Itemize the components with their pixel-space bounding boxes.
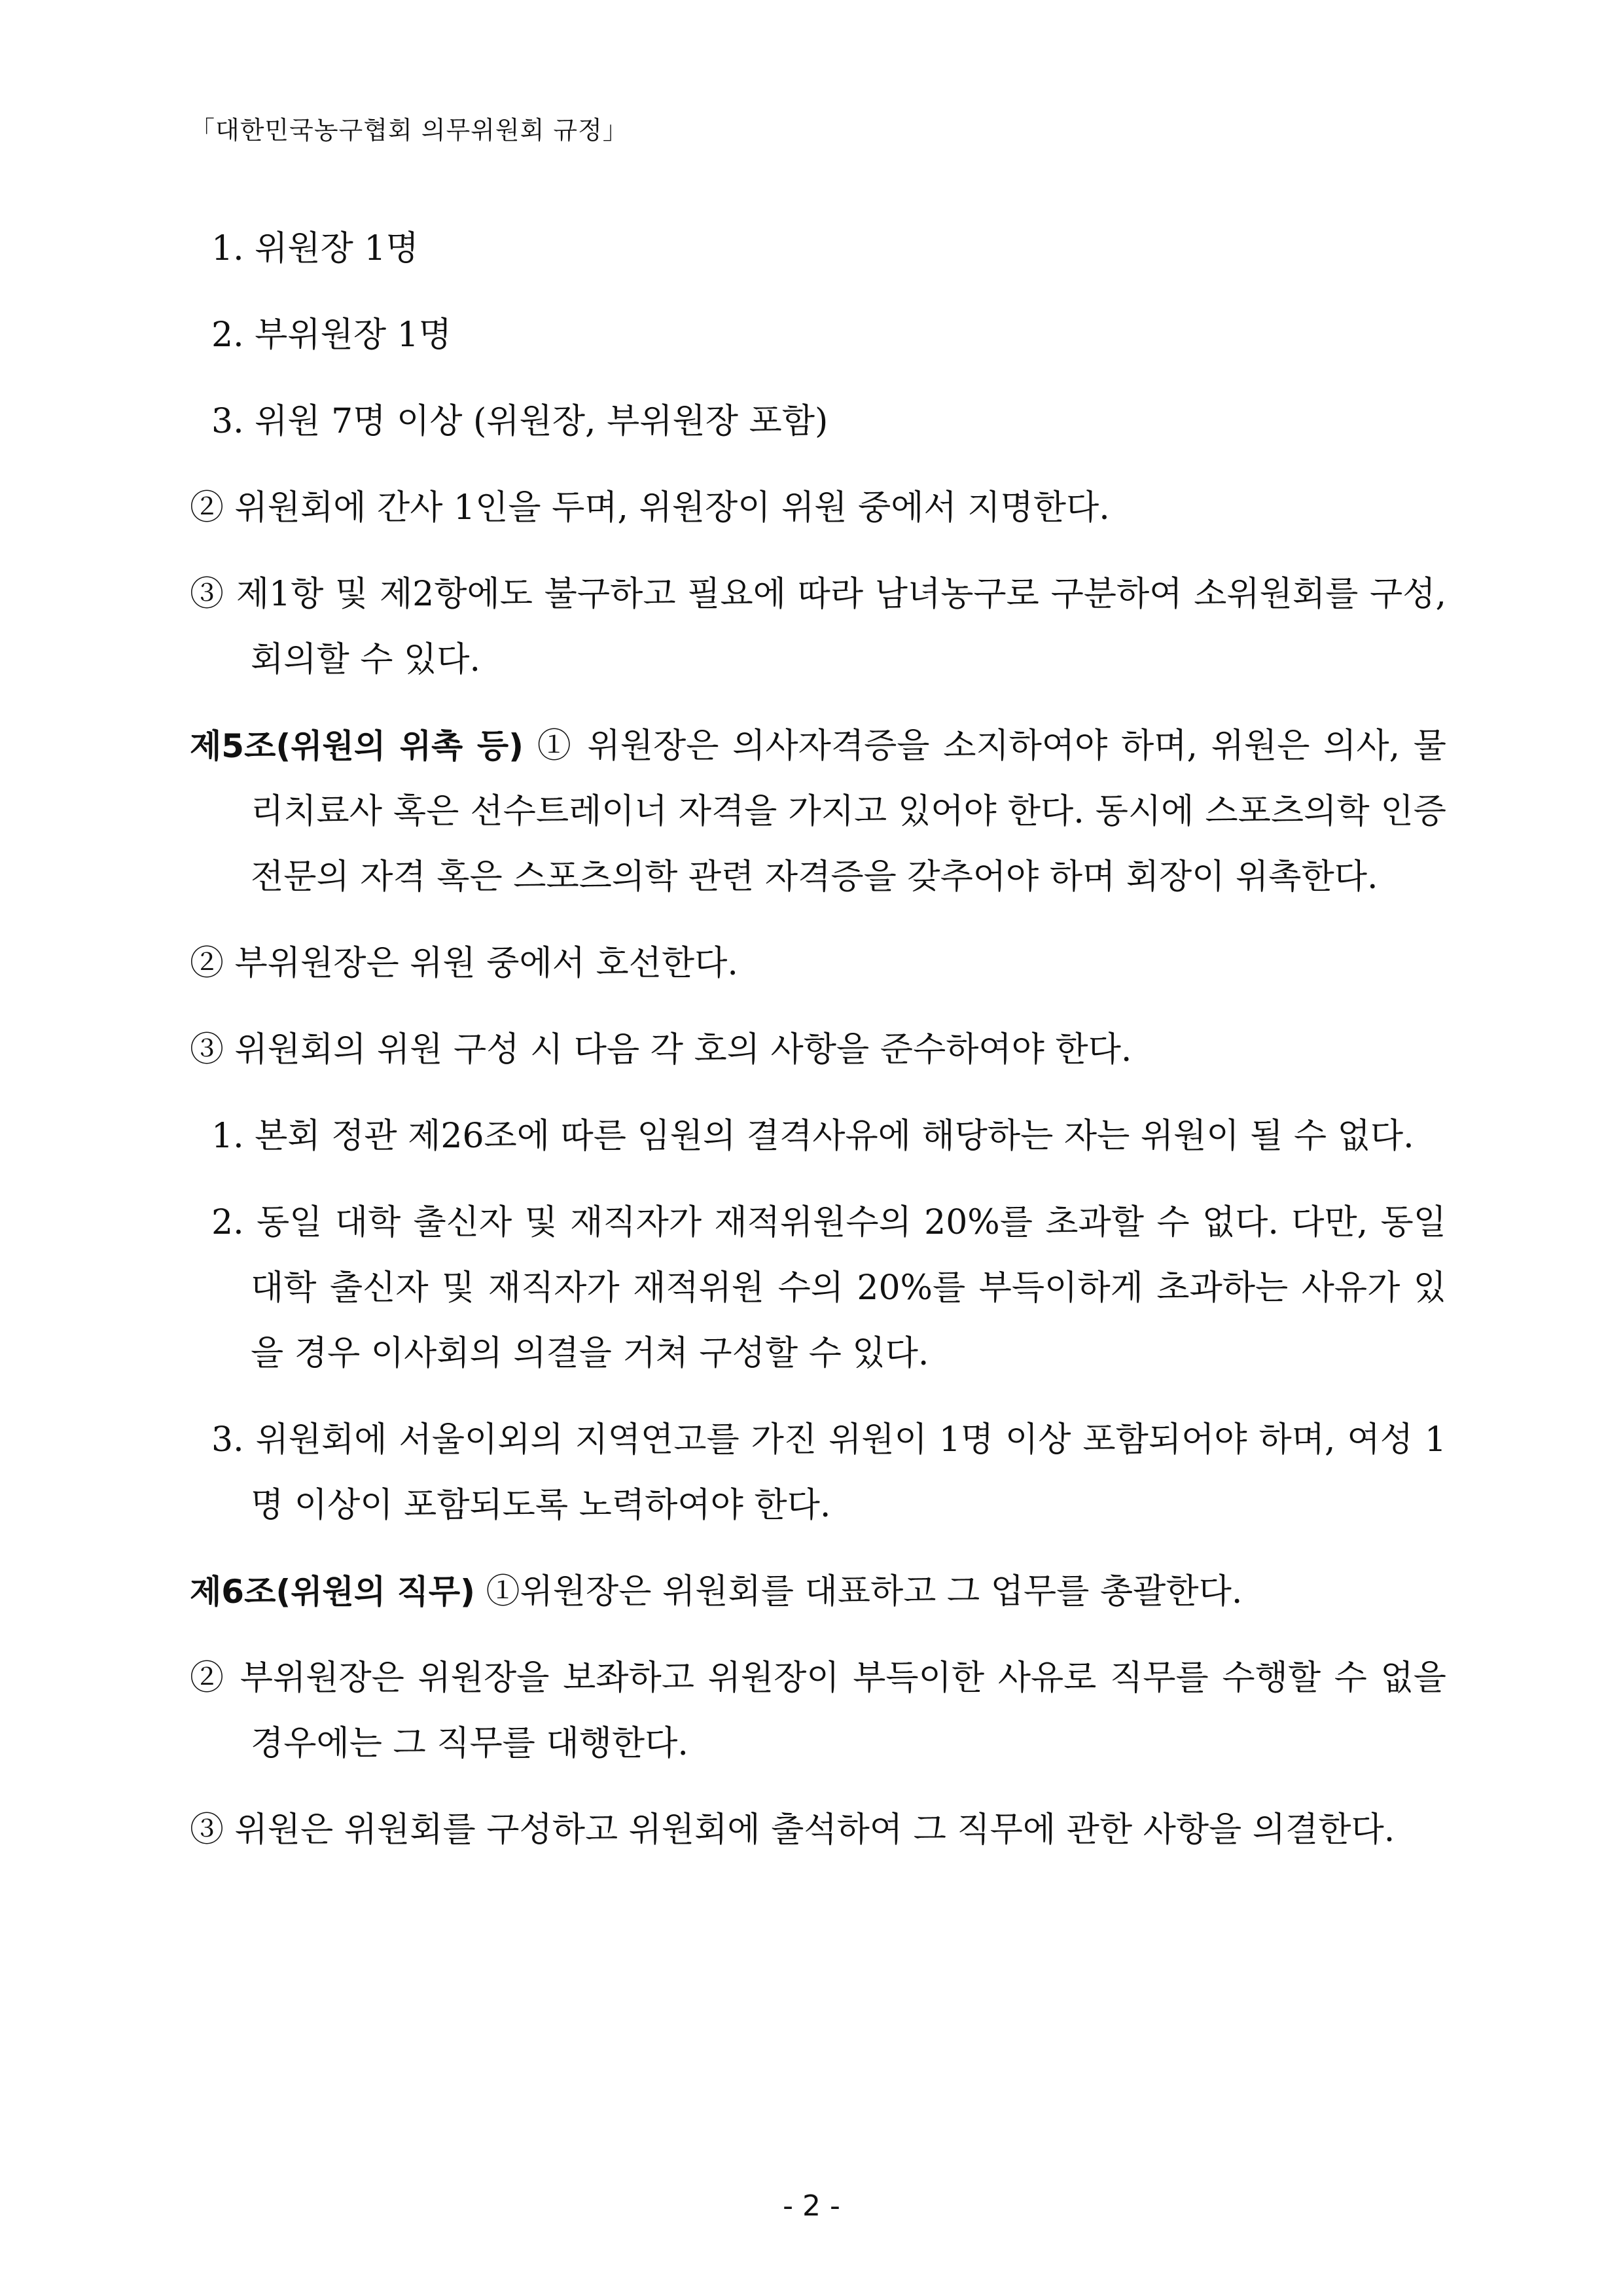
paragraph-text: 부위원장은 위원 중에서 호선한다.: [234, 944, 738, 983]
art5-paragraph-3: [190, 1017, 1446, 1083]
paragraph-number: ①: [486, 1572, 520, 1611]
article-5: [190, 713, 1446, 910]
article-6-title: 제6조(위원의 직무): [190, 1573, 476, 1611]
document-header: 「대한민국농구협회 의무위원회 규정」: [190, 116, 628, 145]
paragraph-number: ②: [190, 488, 224, 528]
paragraph-text: 위원은 위원회를 구성하고 위원회에 출석하여 그 직무에 관한 사항을 의결한다.: [234, 1810, 1395, 1850]
item-text: 동일 대학 출신자 및 재직자가 재적위원수의 20%를 초과할 수 없다. 다만, 동일대학 출신자 및 재직자가 재적위원 수의 20%를 부득이하게 초과하는 사유가 있을 경우 이사회의 의결을 거쳐 구성할 수 있다.: [251, 1203, 1446, 1373]
paragraph-number: ③: [190, 1030, 224, 1069]
paragraph-text: 위원회에 간사 1인을 두며, 위원장이 위원 중에서 지명한다.: [234, 488, 1110, 528]
item-text: 본회 정관 제26조에 따른 임원의 결격사유에 해당하는 자는 위원이 될 수 없다.: [255, 1117, 1414, 1156]
member-item-2: [190, 302, 1446, 368]
member-item-3: [190, 389, 1446, 454]
art6-paragraph-3: [190, 1797, 1446, 1863]
art5-item-2: [190, 1190, 1446, 1386]
member-item-1: [190, 216, 1446, 281]
item-number: 2.: [211, 315, 244, 355]
item-text: 위원회에 서울이외의 지역연고를 가진 위원이 1명 이상 포함되어야 하며, 여성 1명 이상이 포함되도록 노력하여야 한다.: [251, 1420, 1446, 1525]
art5-paragraph-2: [190, 931, 1446, 996]
art4-paragraph-2: [190, 475, 1446, 541]
article-6: [190, 1559, 1446, 1624]
item-number: 1.: [211, 1117, 244, 1156]
paragraph-number: ①: [537, 726, 574, 766]
item-number: 1.: [211, 229, 244, 268]
item-text: 부위원장 1명: [255, 315, 452, 355]
paragraph-text: 위원장은 위원회를 대표하고 그 업무를 총괄한다.: [520, 1572, 1243, 1611]
item-number: 3.: [211, 402, 244, 441]
paragraph-number: ②: [190, 944, 224, 983]
paragraph-number: ③: [190, 575, 225, 614]
item-number: 2.: [211, 1203, 244, 1242]
paragraph-number: ③: [190, 1810, 224, 1850]
art5-item-3: [190, 1407, 1446, 1538]
paragraph-text: 위원회의 위원 구성 시 다음 각 호의 사항을 준수하여야 한다.: [234, 1030, 1132, 1069]
regulation-body: [190, 216, 1446, 1884]
art5-item-1: [190, 1103, 1446, 1169]
paragraph-text: 위원장은 의사자격증을 소지하여야 하며, 위원은 의사, 물리치료사 혹은 선수트레이너 자격을 가지고 있어야 한다. 동시에 스포츠의학 인증전문의 자격 혹은 스포츠의학 관련 자격증을 갖추어야 하며 회장이 위촉한다.: [251, 726, 1447, 897]
paragraph-number: ②: [190, 1659, 227, 1698]
item-number: 3.: [211, 1420, 244, 1460]
item-text: 위원장 1명: [255, 229, 419, 268]
art4-paragraph-3: [190, 562, 1446, 692]
page-number: - 2 -: [783, 2189, 840, 2223]
art6-paragraph-2: [190, 1645, 1446, 1776]
paragraph-text: 부위원장은 위원장을 보좌하고 위원장이 부득이한 사유로 직무를 수행할 수 없을 경우에는 그 직무를 대행한다.: [240, 1659, 1446, 1763]
paragraph-text: 제1항 및 제2항에도 불구하고 필요에 따라 남녀농구로 구분하여 소위원회를 구성, 회의할 수 있다.: [236, 575, 1446, 679]
article-5-title: 제5조(위원의 위촉 등): [190, 727, 524, 765]
item-text: 위원 7명 이상 (위원장, 부위원장 포함): [255, 402, 829, 441]
